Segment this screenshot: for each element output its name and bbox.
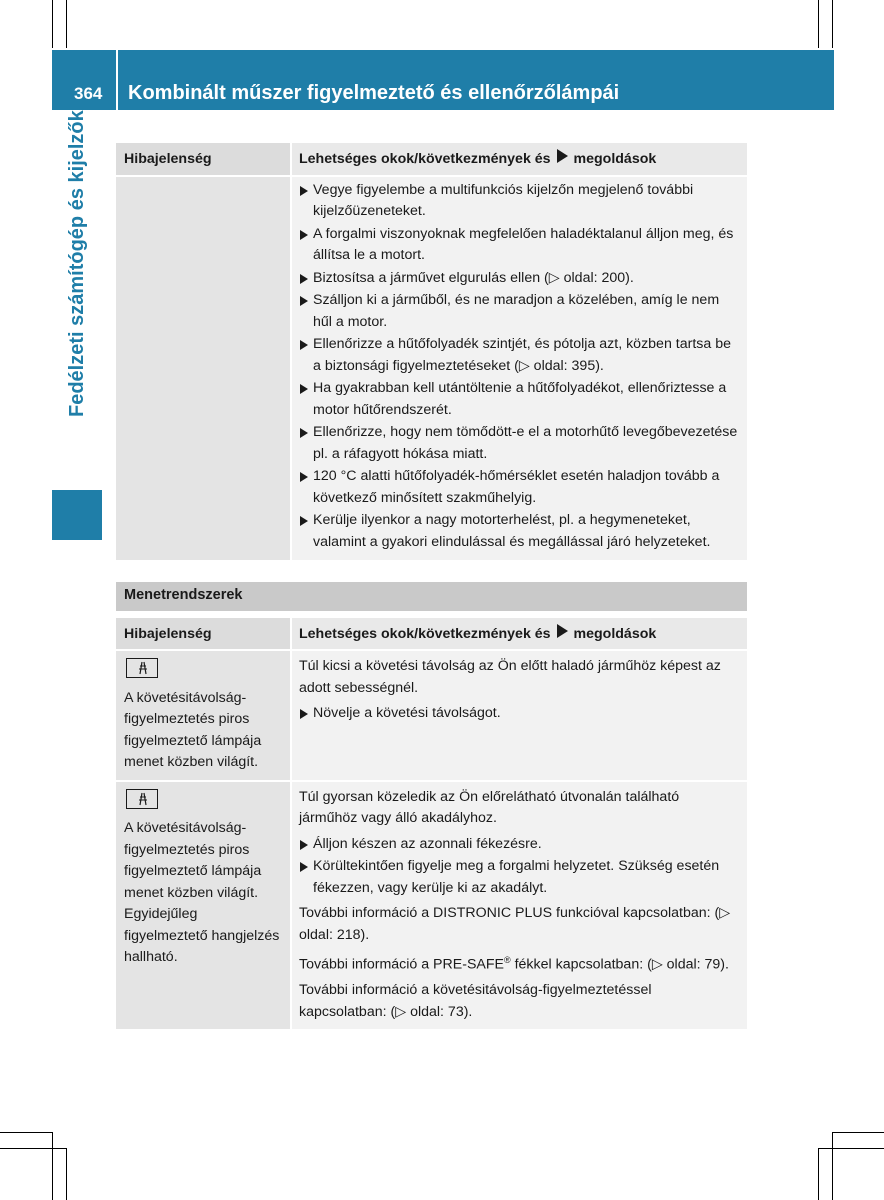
header-divider (116, 50, 118, 110)
distance-warning-icon (126, 658, 158, 678)
crop-mark (832, 1132, 884, 1133)
list-item: A forgalmi viszonyoknak megfelelően haladéktalanul álljon meg, és állítsa le a motort. (299, 224, 741, 267)
list-item: Ha gyakrabban kell utántöltenie a hűtőfolyadékot, ellenőriztesse a motor hűtőrendszerét. (299, 378, 741, 421)
crop-mark (66, 1148, 67, 1200)
page-header (52, 50, 834, 110)
crop-mark (818, 0, 819, 48)
info-text: További információ a DISTRONIC PLUS funkcióval kapcsolatban: (▷ oldal: 218). (299, 905, 731, 943)
symptom-cell (116, 651, 290, 780)
list-item: 120 °C alatti hűtőfolyadék-hőmérséklet esetén haladjon tovább a következő minősített szakműhelyig. (299, 466, 741, 509)
cause-text: Túl kicsi a követési távolság az Ön előtt haladó járműhöz képest az adott sebességnél. (299, 658, 721, 696)
list-item: Szálljon ki a járműből, és ne maradjon a közelében, amíg le nem hűl a motor. (299, 290, 741, 333)
list-item: Körültekintően figyelje meg a forgalmi helyzetet. Szükség esetén fékezzen, vagy kerülje ki az akadályt. (299, 856, 741, 899)
causes-cell (292, 782, 747, 1030)
fault-table-1 (116, 143, 747, 560)
crop-mark (0, 1132, 52, 1133)
crop-mark (66, 0, 67, 48)
col-header-causes: Lehetséges okok/következmények és megoldások (292, 143, 747, 175)
arrow-icon (557, 624, 568, 638)
side-tab-block (52, 490, 102, 540)
symptom-text: A követésitávolság-figyelmeztetés piros figyelmeztető lámpája menet közben világít. Egyidejűleg figyelmeztető hangjelzés hallható. (124, 820, 280, 965)
crop-mark (818, 1148, 819, 1200)
causes-cell (292, 651, 747, 780)
table-header-row (116, 618, 747, 650)
table-header-row (116, 143, 747, 175)
col-header-symptom: Hibajelenség (116, 618, 290, 650)
info-text: További információ a követésitávolság-figyelmeztetéssel kapcsolatban: (▷ oldal: 73). (299, 982, 652, 1020)
list-item: Biztosítsa a járművet elgurulás ellen (▷ oldal: 200). (299, 268, 741, 290)
page-number: 364 (74, 84, 103, 103)
crop-mark (52, 1132, 53, 1200)
side-tab-label: Fedélzeti számítógép és kijelzők (55, 110, 99, 490)
crop-mark (832, 0, 833, 48)
table-row (116, 651, 747, 780)
list-item: Vegye figyelembe a multifunkciós kijelzőn megjelenő további kijelzőüzeneteket. (299, 180, 741, 223)
symptom-text: A követésitávolság-figyelmeztetés piros figyelmeztető lámpája menet közben világít. (124, 689, 262, 770)
list-item: Álljon készen az azonnali fékezésre. (299, 834, 741, 856)
list-item: Ellenőrizze a hűtőfolyadék szintjét, és pótolja azt, közben tartsa be a biztonsági figyelmeztetéseket (▷ oldal: 395). (299, 334, 741, 377)
crop-mark (818, 1148, 884, 1149)
crop-mark (832, 1132, 833, 1200)
col-header-causes: Lehetséges okok/következmények és megoldások (292, 618, 747, 650)
table-row (116, 782, 747, 1030)
col-header-symptom: Hibajelenség (116, 143, 290, 175)
crop-mark (52, 0, 53, 48)
distance-warning-icon (126, 789, 158, 809)
table-row (116, 177, 747, 561)
info-text: További információ a PRE-SAFE® fékkel kapcsolatban: (▷ oldal: 79). (299, 955, 729, 973)
fault-table-2 (116, 582, 747, 1029)
symptom-cell (116, 177, 290, 561)
list-item: Kerülje ilyenkor a nagy motorterhelést, pl. a hegymeneteket, valamint a gyakori elindulással és megállással járó helyzeteket. (299, 510, 741, 553)
symptom-cell (116, 782, 290, 1030)
causes-cell (292, 177, 747, 561)
cause-text: Túl gyorsan közeledik az Ön előrelátható útvonalán található járműhöz vagy álló akadályhoz. (299, 788, 680, 826)
list-item: Növelje a követési távolságot. (299, 703, 741, 725)
list-item: Ellenőrizze, hogy nem tömődött-e el a motorhűtő levegőbevezetése pl. a ráfagyott hókása miatt. (299, 422, 741, 465)
page-title: Kombinált műszer figyelmeztető és ellenőrzőlámpái (128, 82, 620, 104)
section-title: Menetrendszerek (116, 582, 747, 611)
arrow-icon (557, 149, 568, 163)
crop-mark (0, 1148, 66, 1149)
